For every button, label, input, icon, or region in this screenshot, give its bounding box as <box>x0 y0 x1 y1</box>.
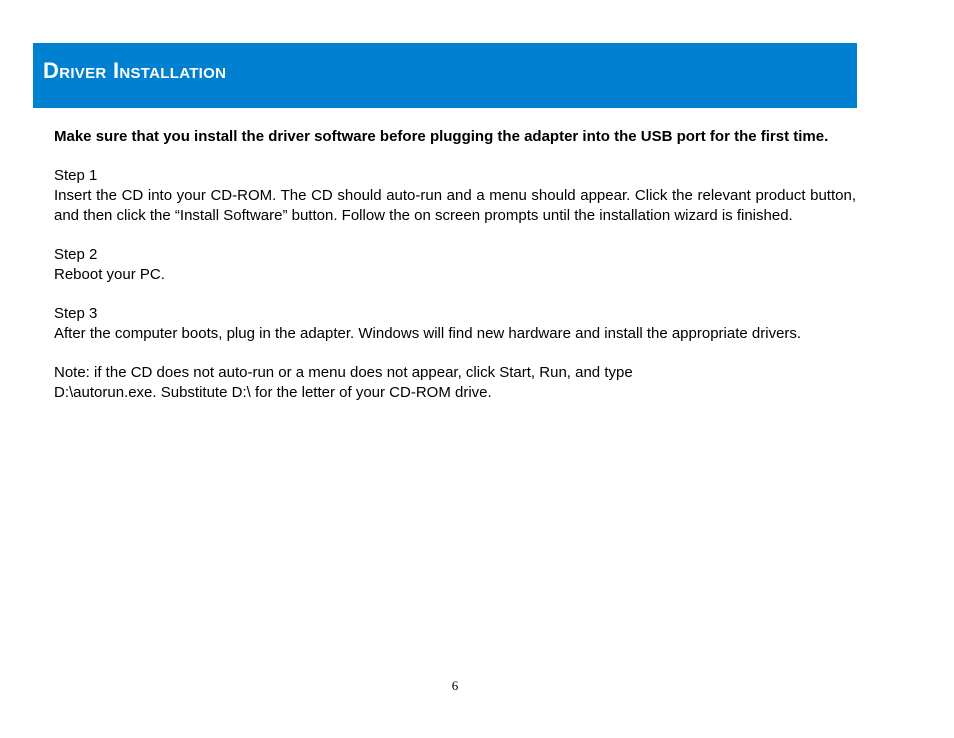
step-2-heading: Step 2 <box>54 246 98 263</box>
intro-paragraph: Make sure that you install the driver software before plugging the adapter into the USB port for the first time. <box>54 128 829 145</box>
note-line-1: Note: if the CD does not auto-run or a menu does not appear, click Start, Run, and type <box>54 364 633 381</box>
step-1 <box>54 166 856 226</box>
note-line-2: D:\autorun.exe. Substitute D:\ for the letter of your CD-ROM drive. <box>54 384 492 401</box>
step-2 <box>54 245 856 285</box>
section-title: Driver Installation <box>43 58 227 83</box>
section-header-bar <box>33 43 857 108</box>
note-paragraph <box>54 363 856 403</box>
step-3 <box>54 304 856 344</box>
step-1-heading: Step 1 <box>54 167 98 184</box>
page-number: 6 <box>451 678 459 693</box>
document-body <box>54 127 856 422</box>
step-2-text: Reboot your PC. <box>54 266 165 283</box>
step-3-text: After the computer boots, plug in the adapter. Windows will find new hardware and install the appropriate drivers. <box>54 325 802 342</box>
step-1-text: Insert the CD into your CD-ROM. The CD should auto-run and a menu should appear. Click the relevant product button, and then click the “Install Software” button. Follow the on screen prompts until the installation wizard is finished. <box>54 187 856 224</box>
step-3-heading: Step 3 <box>54 305 98 322</box>
